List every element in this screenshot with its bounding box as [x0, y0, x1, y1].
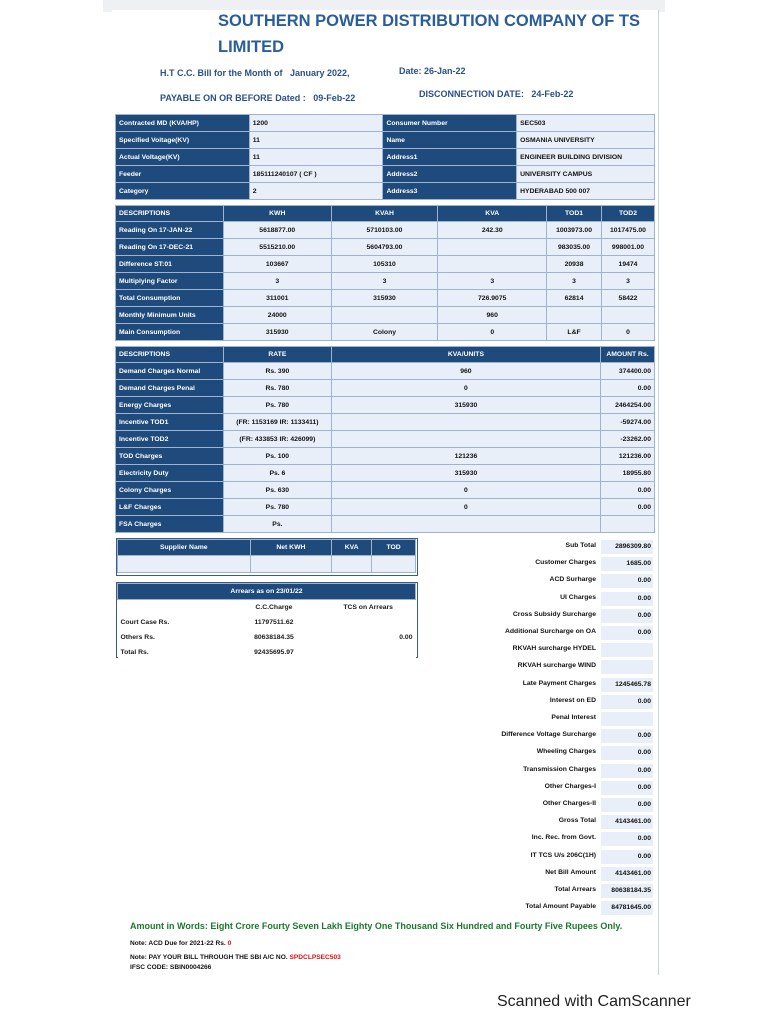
readings-header-row: [116, 206, 655, 222]
consumer-field-value: UNIVERSITY CAMPUS: [517, 166, 655, 183]
summary-label: IT TCS U/s 206C(1H): [530, 851, 596, 859]
pay-note-account: SPDCLPSEC503: [289, 954, 341, 961]
readings-cell: [438, 239, 547, 256]
summary-label: RKVAH surcharge WIND: [517, 662, 596, 670]
summary-value: 2896309.80: [601, 540, 653, 554]
payable-label: PAYABLE ON OR BEFORE Dated :: [160, 93, 306, 103]
charges-row-label: TOD Charges: [116, 448, 224, 465]
consumer-field-value: SEC503: [517, 115, 655, 132]
arrears-blank: [118, 600, 228, 616]
readings-row-label: Main Consumption: [116, 324, 224, 341]
consumer-field-label: Address1: [383, 149, 517, 166]
charges-cell: Ps. 780: [223, 499, 331, 516]
supplier-column-header: Supplier Name: [118, 540, 251, 556]
charges-cell: 0: [331, 380, 600, 397]
supplier-cell: [372, 556, 416, 573]
charges-column-header: AMOUNT Rs.: [601, 347, 655, 363]
readings-cell: 5618877.00: [223, 222, 331, 239]
summary-value: [601, 660, 653, 674]
consumer-field-value: OSMANIA UNIVERSITY: [517, 132, 655, 149]
charges-column-header: DESCRIPTIONS: [116, 347, 224, 363]
readings-row: [116, 307, 655, 324]
arrears-row-label: Total Rs.: [118, 645, 228, 660]
readings-cell: 105310: [331, 256, 438, 273]
payable-line: [160, 93, 355, 103]
readings-cell: [331, 307, 438, 324]
arrears-tcs-value: 0.00: [321, 630, 416, 645]
readings-row: [116, 273, 655, 290]
disconnection-label: DISCONNECTION DATE:: [419, 89, 524, 99]
readings-cell: L&F: [547, 324, 602, 341]
acd-note-label: Note: ACD Due for 2021-22 Rs.: [130, 940, 226, 947]
pay-note: [130, 954, 341, 961]
arrears-tcs-value: [321, 645, 416, 660]
arrears-cc-value: 80638184.35: [227, 630, 321, 645]
readings-cell: 726.9075: [438, 290, 547, 307]
consumer-field-value: HYDERABAD 500 007: [517, 183, 655, 200]
bill-month-label: H.T C.C. Bill for the Month of: [160, 68, 283, 78]
summary-value: [601, 712, 653, 726]
summary-value: 4143461.00: [601, 867, 653, 881]
readings-row-label: Reading On 17-JAN-22: [116, 222, 224, 239]
summary-label: Total Amount Payable: [525, 903, 596, 911]
charges-cell: (FR: 1153169 IR: 1133411): [223, 414, 331, 431]
charges-row-label: Energy Charges: [116, 397, 224, 414]
readings-cell: 24000: [223, 307, 331, 324]
amount-in-words: Amount in Words: Eight Crore Fourty Seven Lakh Eighty One Thousand Six Hundred and Fourty Five Rupees Only.: [130, 921, 623, 931]
readings-cell: 20938: [547, 256, 602, 273]
charges-header-row: [116, 347, 655, 363]
charges-cell: [331, 516, 600, 533]
charges-cell: [331, 431, 600, 448]
charges-row: [116, 363, 655, 380]
summary-value: 0.00: [601, 832, 653, 846]
summary-label: Sub Total: [565, 542, 596, 549]
readings-cell: 3: [438, 273, 547, 290]
ifsc-note: IFSC CODE: SBIN0004266: [130, 964, 212, 971]
bill-date-line: [399, 66, 466, 76]
charges-row-label: Demand Charges Penal: [116, 380, 224, 397]
arrears-column-header: C.C.Charge: [227, 600, 321, 616]
camscanner-watermark: Scanned with CamScanner: [497, 993, 691, 1010]
bill-month-line: [160, 68, 350, 78]
readings-column-header: KVAH: [331, 206, 438, 222]
readings-cell: 3: [223, 273, 331, 290]
charges-row: [116, 397, 655, 414]
charges-row: [116, 431, 655, 448]
charges-row-label: Demand Charges Normal: [116, 363, 224, 380]
charges-cell: 0.00: [601, 380, 655, 397]
readings-cell: 960: [438, 307, 547, 324]
supplier-cell: [250, 556, 332, 573]
arrears-cc-value: 11797511.62: [227, 615, 321, 630]
charges-cell: [331, 414, 600, 431]
readings-cell: [547, 307, 602, 324]
consumer-field-label: Feeder: [116, 166, 250, 183]
readings-column-header: DESCRIPTIONS: [116, 206, 224, 222]
readings-row: [116, 290, 655, 307]
supplier-cell: [332, 556, 372, 573]
consumer-field-label: Actual Voltage(KV): [116, 149, 250, 166]
charges-cell: 374400.00: [601, 363, 655, 380]
charges-row: [116, 482, 655, 499]
readings-column-header: KVA: [438, 206, 547, 222]
charges-cell: Ps. 100: [223, 448, 331, 465]
supplier-empty-row: [118, 556, 416, 573]
readings-cell: 62814: [547, 290, 602, 307]
summary-label: Late Payment Charges: [522, 679, 596, 687]
readings-cell: 1017475.00: [602, 222, 655, 239]
summary-value: 0.00: [601, 850, 653, 864]
readings-table: [115, 205, 655, 341]
consumer-field-value: 2: [249, 183, 383, 200]
readings-cell: 5515210.00: [223, 239, 331, 256]
consumer-field-value: 185111240107 ( CF ): [249, 166, 383, 183]
charges-cell: 315930: [331, 397, 600, 414]
arrears-header-row: [118, 600, 416, 616]
charges-cell: 0.00: [601, 482, 655, 499]
consumer-row: [116, 183, 655, 200]
supplier-cell: [118, 556, 251, 573]
summary-value: 4143461.00: [601, 815, 653, 829]
summary-label: Penal Interest: [551, 714, 596, 721]
acd-note-value: 0: [227, 940, 232, 947]
arrears-row: [118, 630, 416, 645]
arrears-column-header: TCS on Arrears: [321, 600, 416, 616]
readings-cell: 983035.00: [547, 239, 602, 256]
readings-row: [116, 239, 655, 256]
readings-row-label: Difference ST:01: [116, 256, 224, 273]
arrears-row: [118, 645, 416, 660]
summary-value: 0.00: [601, 592, 653, 606]
charges-cell: Rs. 390: [223, 363, 331, 380]
charges-row: [116, 465, 655, 482]
charges-cell: 0.00: [601, 499, 655, 516]
summary-value: 0.00: [601, 798, 653, 812]
charges-column-header: KVA/UNITS: [331, 347, 600, 363]
readings-cell: [602, 307, 655, 324]
summary-label: Transmission Charges: [523, 765, 596, 773]
charges-cell: Ps.: [223, 516, 331, 533]
readings-row: [116, 256, 655, 273]
bill-month-value: January 2022,: [290, 68, 350, 78]
summary-value: 84781645.00: [601, 901, 653, 915]
summary-label: Additional Surcharge on OA: [504, 628, 596, 635]
summary-label: Interest on ED: [549, 696, 596, 704]
supplier-table: [117, 539, 416, 573]
company-title: SOUTHERN POWER DISTRIBUTION COMPANY OF TS LIMITED: [218, 12, 640, 56]
bill-date-label: Date:: [399, 66, 422, 76]
consumer-field-value: 11: [249, 132, 383, 149]
summary-label: Other Charges-I: [544, 782, 596, 790]
summary-label: UI Charges: [560, 593, 596, 601]
charges-cell: [601, 516, 655, 533]
arrears-tcs-value: [321, 615, 416, 630]
summary-value: 0.00: [601, 746, 653, 760]
charges-cell: 121236: [331, 448, 600, 465]
supplier-column-header: Net KWH: [250, 540, 332, 556]
summary-label: Total Arrears: [554, 886, 596, 893]
summary-label: Cross Subsidy Surcharge: [512, 610, 596, 618]
charges-cell: 2464254.00: [601, 397, 655, 414]
summary-value: 0.00: [601, 729, 653, 743]
charges-cell: 0: [331, 482, 600, 499]
charges-row-label: Electricity Duty: [116, 465, 224, 482]
summary-label: Inc. Rec. from Govt.: [531, 834, 596, 842]
summary-value: 0.00: [601, 781, 653, 795]
charges-cell: (FR: 433853 IR: 426099): [223, 431, 331, 448]
arrears-title-row: [118, 584, 416, 600]
consumer-row: [116, 149, 655, 166]
readings-cell: 3: [547, 273, 602, 290]
readings-row-label: Total Consumption: [116, 290, 224, 307]
charges-cell: -59274.00: [601, 414, 655, 431]
consumer-field-value: 1200: [249, 115, 383, 132]
readings-cell: 5710103.00: [331, 222, 438, 239]
charges-column-header: RATE: [223, 347, 331, 363]
charges-cell: -23262.00: [601, 431, 655, 448]
consumer-field-label: Category: [116, 183, 250, 200]
readings-cell: 5604793.00: [331, 239, 438, 256]
summary-value: [601, 643, 653, 657]
readings-row-label: Multiplying Factor: [116, 273, 224, 290]
consumer-field-value: 11: [249, 149, 383, 166]
consumer-table: [115, 114, 655, 200]
consumer-field-label: Name: [383, 132, 517, 149]
supplier-column-header: KVA: [332, 540, 372, 556]
readings-cell: 0: [438, 324, 547, 341]
summary-value: 0.00: [601, 574, 653, 588]
readings-column-header: TOD1: [547, 206, 602, 222]
supplier-column-header: TOD: [372, 540, 416, 556]
readings-cell: 3: [331, 273, 438, 290]
consumer-field-label: Specified Voltage(KV): [116, 132, 250, 149]
readings-cell: 19474: [602, 256, 655, 273]
arrears-row-label: Others Rs.: [118, 630, 228, 645]
summary-label: Difference Voltage Surcharge: [501, 731, 596, 739]
consumer-row: [116, 115, 655, 132]
disconnection-line: [419, 89, 573, 99]
summary-label: Wheeling Charges: [536, 748, 596, 756]
summary-value: 0.00: [601, 695, 653, 709]
charges-cell: 18955.80: [601, 465, 655, 482]
pay-note-label: Note: PAY YOUR BILL THROUGH THE SBI A/C NO.: [130, 954, 288, 961]
charges-row-label: Incentive TOD1: [116, 414, 224, 431]
arrears-row-label: Court Case Rs.: [118, 615, 228, 630]
charges-cell: 960: [331, 363, 600, 380]
summary-value: 80638184.35: [601, 884, 653, 898]
consumer-field-value: ENGINEER BUILDING DIVISION: [517, 149, 655, 166]
readings-column-header: TOD2: [602, 206, 655, 222]
charges-row-label: Colony Charges: [116, 482, 224, 499]
readings-column-header: KWH: [223, 206, 331, 222]
readings-cell: 998001.00: [602, 239, 655, 256]
charges-cell: 121236.00: [601, 448, 655, 465]
charges-row-label: L&F Charges: [116, 499, 224, 516]
readings-cell: 0: [602, 324, 655, 341]
readings-cell: 315930: [223, 324, 331, 341]
arrears-cc-value: 92435695.97: [227, 645, 321, 660]
bill-date-value: 26-Jan-22: [424, 66, 466, 76]
arrears-row: [118, 615, 416, 630]
readings-cell: 58422: [602, 290, 655, 307]
readings-row: [116, 324, 655, 341]
summary-label: Gross Total: [558, 817, 596, 825]
charges-row: [116, 414, 655, 431]
summary-value: 1685.00: [601, 557, 653, 571]
arrears-table: [117, 583, 416, 660]
arrears-title: Arrears as on 23/01/22: [118, 584, 416, 600]
readings-row-label: Reading On 17-DEC-21: [116, 239, 224, 256]
readings-cell: Colony: [331, 324, 438, 341]
summary-label: ACD Surharge: [549, 576, 596, 584]
readings-row: [116, 222, 655, 239]
readings-cell: [438, 256, 547, 273]
charges-cell: Ps. 630: [223, 482, 331, 499]
readings-cell: 311001: [223, 290, 331, 307]
readings-cell: 242.30: [438, 222, 547, 239]
charges-table: [115, 346, 655, 533]
summary-label: Other Charges-II: [542, 800, 596, 807]
supplier-header-row: [118, 540, 416, 556]
summary-label: Net Bill Amount: [545, 868, 596, 876]
consumer-field-label: Address3: [383, 183, 517, 200]
charges-cell: Ps. 6: [223, 465, 331, 482]
disconnection-date: 24-Feb-22: [531, 89, 574, 99]
readings-row-label: Monthly Minimum Units: [116, 307, 224, 324]
consumer-row: [116, 166, 655, 183]
charges-cell: 315930: [331, 465, 600, 482]
readings-cell: 315930: [331, 290, 438, 307]
charges-row: [116, 448, 655, 465]
summary-label: Customer Charges: [535, 559, 596, 567]
charges-row-label: Incentive TOD2: [116, 431, 224, 448]
readings-cell: 103667: [223, 256, 331, 273]
readings-cell: 3: [602, 273, 655, 290]
charges-row: [116, 380, 655, 397]
summary-value: 1245465.78: [601, 678, 653, 692]
charges-cell: Ps. 780: [223, 397, 331, 414]
charges-row: [116, 499, 655, 516]
charges-cell: Rs. 780: [223, 380, 331, 397]
charges-row-label: FSA Charges: [116, 516, 224, 533]
consumer-field-label: Consumer Number: [383, 115, 517, 132]
summary-value: 0.00: [601, 609, 653, 623]
consumer-row: [116, 132, 655, 149]
consumer-field-label: Contracted MD (KVA/HP): [116, 115, 250, 132]
summary-label: RKVAH surcharge HYDEL: [512, 645, 596, 653]
consumer-field-label: Address2: [383, 166, 517, 183]
summary-value: 0.00: [601, 626, 653, 640]
summary-value: 0.00: [601, 764, 653, 778]
readings-cell: 1003973.00: [547, 222, 602, 239]
charges-cell: 0: [331, 499, 600, 516]
charges-row: [116, 516, 655, 533]
payable-date: 09-Feb-22: [313, 93, 356, 103]
acd-note: [130, 940, 231, 947]
